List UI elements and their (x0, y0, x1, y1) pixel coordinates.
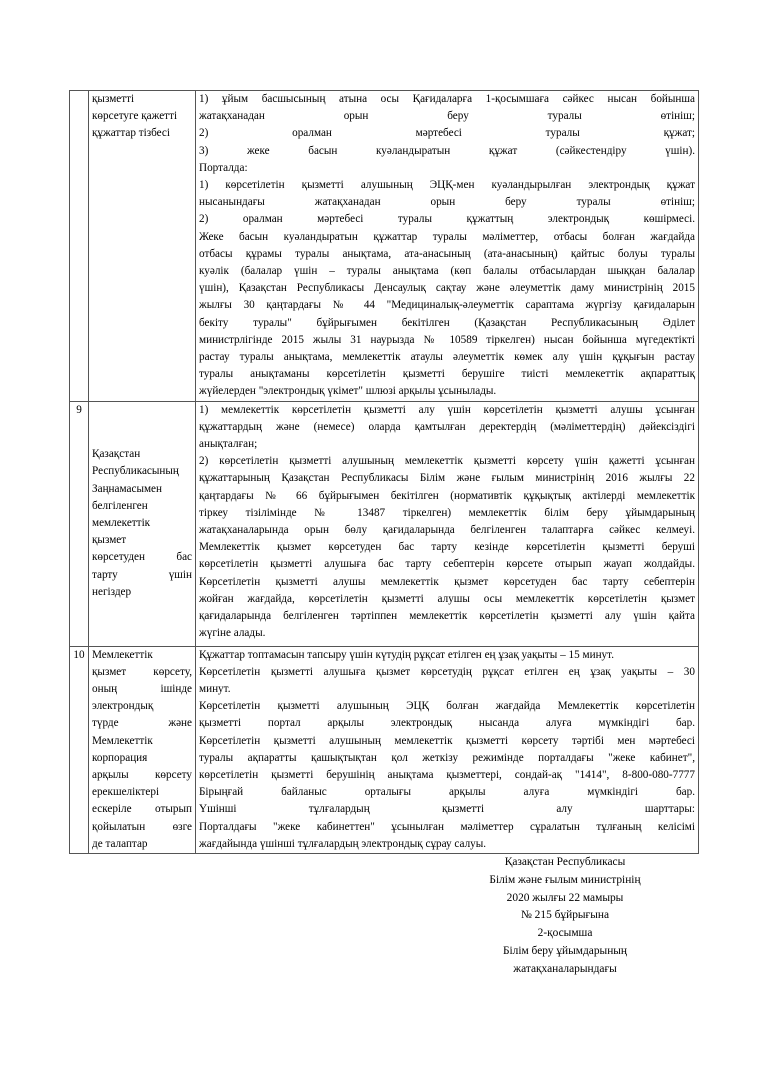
row-number-cell: 9 (70, 401, 89, 646)
appendix-line: Қазақстан Республикасы (504, 856, 626, 868)
row-name-line: белгіленген (92, 499, 148, 512)
row-name-line: түрде және (92, 717, 192, 730)
body-line: куәлік (балалар үшін – туралы анықтама (көп балалы отбасылардан шыққан балалар (199, 265, 695, 278)
body-line: Көрсетілетін қызметті алушының ЭЦҚ болған жағдайда Мемлекеттік көрсетілетін (199, 700, 695, 713)
table-row (70, 401, 699, 646)
body-line: Мемлекеттік қызмет көрсетуден бас тарту кезінде көрсетілетін қызметті беруші (199, 541, 695, 554)
row-name-cell (89, 401, 196, 646)
row-name-line: арқылы көрсету (92, 769, 192, 782)
body-line: отбасы құрамы туралы анықтама, ата-анасының (ата-анасының) қайтыс болуы туралы (199, 247, 695, 260)
row-name-line: Мемлекеттік (92, 648, 153, 661)
appendix-line: жатақханаларындағы (513, 962, 617, 975)
body-line: қағидаларында белгіленген тәртіппен мемлекеттік көрсетілетін қызметті алу үшін қайта (199, 610, 695, 623)
row-name-line: негіздер (92, 585, 132, 598)
body-line: жүйелерден "электрондық үкімет" шлюзі арқылы ұсынылады. (199, 385, 497, 398)
body-line: көрсетілетін қызметті берушінің анықтама қызметтері, сондай-ақ "1414", 8-800-080-7777 (199, 769, 695, 782)
body-line: жойған жағдайда, көрсетілетін қызметті алушы осы мемлекеттік көрсетілетін қызмет (199, 592, 695, 605)
row-name-line: оның ішінде (92, 683, 192, 696)
body-line: қаңтардағы № 66 бұйрығымен бекітілген (нормативтік құқықтық актілерді мемлекеттік (199, 489, 695, 502)
row-name-line: корпорация (92, 751, 148, 764)
body-line: 2) көрсетілетін қызметті алушының мемлекеттік қызметті көрсету үшін қажетті ұсынған (199, 455, 695, 468)
appendix-header (470, 854, 660, 979)
body-line: жылғы 30 қаңтардағы № 44 "Медициналық-әлеуметтік сараптама жүргізу қағидаларын (199, 299, 695, 312)
body-line: 1) ұйым басшысының атына осы Қағидаларға 1-қосымшаға сәйкес нысан бойынша (199, 93, 695, 105)
body-line: Порталдағы "жеке кабинеттен" ұсынылған мәліметтер сұралатын тұлғаның келісімі (199, 820, 695, 833)
row-body-cell (196, 91, 699, 402)
body-line: 1) көрсетілетін қызметті алушының ЭЦҚ-мен куәландырылған электрондық құжат (199, 179, 695, 192)
body-line: нысанындағы жатақханадан орын беру туралы өтініш; (199, 196, 695, 209)
row-name-line: ерекшеліктері (92, 786, 160, 799)
body-line: көрсетілетін қызметті алушыға бас тарту себептерін көрсете отырып жауап жолдайды. (199, 558, 695, 571)
body-line: бекіту туралы" бұйрығымен бекітілген (Қазақстан Республикасының Әділет (199, 316, 695, 329)
row-name-line: Қазақстан (92, 448, 141, 461)
body-line: құжаттарының Қазақстан Республикасы Білім және ғылым министрінің 2016 жылғы 22 (199, 472, 695, 485)
appendix-line: 2-қосымша (537, 927, 593, 940)
row-name-line: қойылатын өзге (92, 820, 192, 833)
row-name-line: көрсетуден бас (92, 551, 192, 564)
body-line: қызметті портал арқылы электрондық нысанда алуға мүмкіндігі бар. (199, 717, 695, 730)
row-name-line: қызметті (92, 93, 135, 105)
body-line: 3) жеке басын куәландыратын құжат (сәйкестендіру үшін). (199, 144, 695, 157)
body-line: жағдайында үшінші тұлғалардың электрондық сұрау салуы. (199, 837, 487, 850)
body-line: үшін), Қазақстан Республикасы Денсаулық сақтау және әлеуметтік даму министрінің 2015 (199, 282, 695, 295)
body-line: туралы анықтаманы көрсетілетін қызметті берушіге тиісті мемлекеттік ақпараттық (199, 368, 695, 381)
body-line: растау туралы анықтама, мемлекеттік атаулы әлеуметтік көмек алу үшін құқығын растау (199, 351, 695, 364)
row-name-line: Заңнамасымен (92, 482, 162, 495)
appendix-line: Білім беру ұйымдарының (502, 944, 628, 957)
row-name-line: мемлекеттік (92, 517, 151, 530)
row-name-line: Мемлекеттік (92, 734, 153, 747)
body-line: Үшінші тұлғалардың қызметті алу шарттары: (199, 803, 695, 816)
table-row (70, 646, 699, 853)
row-name-line: қызмет (92, 534, 127, 547)
row-name-line: көрсетуге қажетті (92, 110, 178, 123)
row-name-line: тарту үшін (92, 568, 192, 581)
body-line: 2) оралман мәртебесі туралы құжат; (199, 127, 695, 140)
body-line: минут. (199, 683, 231, 696)
row-name-line: қызмет көрсету, (92, 665, 192, 678)
row-name-line: ескеріле отырып (92, 803, 192, 816)
appendix-line: № 215 бұйрығына (520, 909, 610, 922)
body-line: Көрсетілетін қызметті алушының мемлекеттік қызметті көрсету тәртібі мен мәртебесі (199, 734, 695, 747)
body-line: анықталған; (199, 438, 258, 451)
row-number-cell (70, 91, 89, 402)
row-name-line: де талаптар (92, 837, 148, 850)
body-line: министрлігінде 2015 жылы 31 наурызда № 10589 тіркелген) нысан бойынша мүгедектікті (199, 333, 695, 346)
appendix-line: 2020 жылғы 22 мамыры (506, 891, 624, 904)
row-name-line: құжаттар тізбесі (92, 127, 170, 140)
requirements-table (69, 90, 699, 854)
row-number-cell: 10 (70, 646, 89, 853)
body-line: жүгіне алады. (199, 627, 266, 640)
table-row (70, 91, 699, 402)
body-line: Жеке басын куәландыратын құжаттар туралы мәліметтер, отбасы болған жағдайда (199, 230, 695, 243)
body-line: Көрсетілетін қызметті алушы мемлекеттік қызмет көрсетуден бас тарту себептерін (199, 575, 695, 588)
body-line: жатақханаларында орын бөлу қағидаларында белгіленген талаптарға сәйкес келмеуі. (199, 524, 695, 537)
body-line: 2) оралман мәртебесі туралы құжаттың электрондық көшірмесі. (199, 213, 695, 226)
row-body-cell (196, 401, 699, 646)
body-line: Бірыңғай байланыс орталығы арқылы алуға мүмкіндігі бар. (199, 786, 695, 799)
row-name-line: Республикасының (92, 465, 179, 478)
body-line: құжаттардың және (немесе) оларда қамтылған деректердің (мәліметтердің) дәйексіздігі (199, 420, 695, 433)
body-line: туралы ақпаратты қашықтықтан қол жеткізу режимінде порталдағы "жеке кабинет", (199, 751, 695, 764)
row-name-line: электрондық (92, 700, 154, 713)
body-line: Құжаттар топтамасын тапсыру үшін күтудің рұқсат етілген ең ұзақ уақыты – 15 минут. (199, 648, 614, 661)
body-line: жатақханадан орын беру туралы өтініш; (199, 110, 695, 123)
body-line: 1) мемлекеттік көрсетілетін қызметті алу үшін көрсетілетін қызметті алушы ұсынған (199, 403, 695, 416)
body-line: Көрсетілетін қызметті алушыға қызмет көрсетудің рұқсат етілген ең ұзақ уақыты – 30 (199, 665, 695, 678)
body-line: тіркеу тізілімінде № 13487 тіркелген) мемлекеттік білім беру ұйымдарының (199, 506, 695, 519)
row-body-cell (196, 646, 699, 853)
row-name-cell (89, 91, 196, 402)
appendix-line: Білім және ғылым министрінің (489, 873, 641, 886)
body-line: Порталда: (199, 161, 248, 174)
row-name-cell (89, 646, 196, 853)
